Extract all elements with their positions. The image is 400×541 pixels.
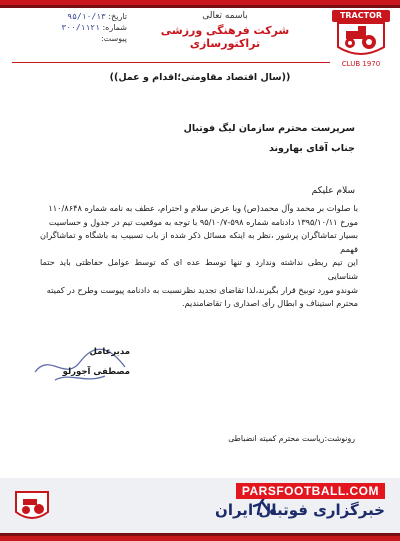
signatory-title: مدیرعامل — [89, 347, 130, 357]
letter-meta — [12, 12, 127, 45]
body-line: مورخ ۱۳۹۵/۱۰/۱۱ دادنامه شماره ۵۹۸-۹۵/۱۰/۷ با توجه به موقعیت تیم در جدول و حساسیت — [48, 216, 358, 227]
date-row — [12, 12, 127, 23]
footer-stripe — [0, 533, 400, 541]
addressee-line-1: سرپرست محترم سازمان لیگ فوتبال — [183, 123, 355, 134]
attachment-label: پیوست: — [100, 34, 127, 43]
greeting: سلام علیکم — [311, 186, 355, 196]
body-line: این تیم ربطی نداشته وندارد و تنها توسط عده ای که توسط عوامل حفاظتی باید حتما شناسایی — [40, 257, 358, 281]
number-label: شماره: — [102, 23, 127, 32]
logo-subtitle: CLUB 1970 — [341, 60, 381, 68]
carbon-copy: رونوشت:ریاست محترم کمیته انضباطی — [228, 434, 355, 443]
tractor-club-logo — [332, 10, 390, 70]
signatory-name: مصطفی آجورلو — [62, 367, 130, 377]
body-line: شوندو مورد توبیخ قرار بگیرند،لذا تقاضای تجدید نظرنسبت به دادنامه پیوست وطرح در کمیته — [46, 284, 358, 295]
addressee-line-2: جناب آقای بهاروند — [268, 143, 355, 154]
body-line: بسیار تماشاگران پرشور ،نظر به اینکه مسائل ذکر شده از باب تسبیب به باشگاه و تماشاگران فهمم — [40, 230, 358, 254]
number-value: ۳۰۰/۱۱۲۱ — [61, 23, 100, 32]
body-line: محترم استیناف و ابطال رأی اصداری را تقاضامندیم. — [181, 298, 358, 309]
watermark-site: PARSFOOTBALL.COM — [236, 483, 385, 499]
tractor-footer-icon — [12, 488, 52, 528]
year-slogan: ((سال اقتصاد مقاومتی؛اقدام و عمل)) — [109, 72, 291, 83]
header-divider — [12, 62, 330, 63]
tractor-icon — [332, 21, 390, 61]
attachment-row — [12, 34, 127, 45]
parsfootball-watermark — [140, 483, 395, 531]
organization-title: شرکت فرهنگی ورزشی تراکتورسازی — [160, 24, 290, 50]
number-row — [12, 23, 127, 34]
header-stripe — [0, 0, 400, 8]
signature-scribble — [25, 332, 140, 392]
basmala: باسمه تعالی — [202, 11, 248, 21]
logo-label: TRACTOR — [332, 10, 390, 22]
letter-body — [40, 202, 358, 311]
date-value: ۹۵/۱۰/۱۳ — [67, 12, 106, 21]
date-label: تاریخ: — [108, 12, 127, 21]
watermark-tagline: خبرگزاری فوتبال ایران — [215, 501, 385, 519]
body-line: با صلوات بر محمد وآل محمد(ص) وبا عرض سلام و احترام، عطف به نامه شماره ۱۱۰/۸۶۴۸ — [48, 203, 358, 213]
